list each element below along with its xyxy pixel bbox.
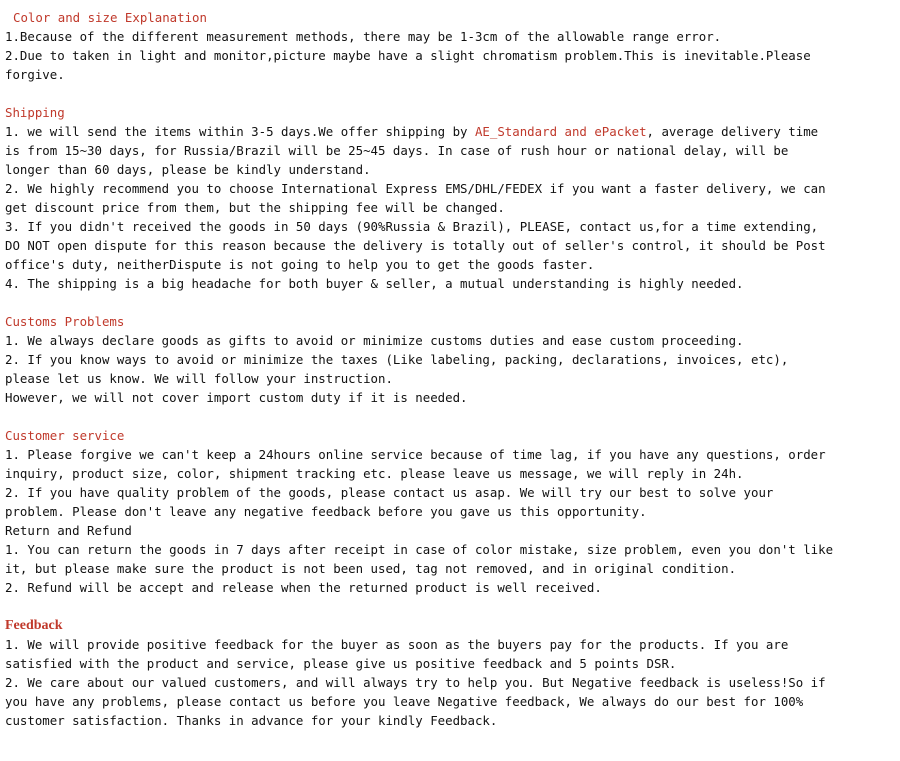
policy-document: [5, 8, 895, 730]
service-line: it, but please make sure the product is not been used, tag not removed, and in original condition.: [5, 561, 737, 576]
service-line: problem. Please don't leave any negative feedback before you gave us this opportunity.: [5, 504, 647, 519]
service-line: 1. You can return the goods in 7 days after receipt in case of color mistake, size problem, even you don't like: [5, 542, 834, 557]
feedback-line: satisfied with the product and service, please give us positive feedback and 5 points DSR.: [5, 656, 677, 671]
shipping-line: DO NOT open dispute for this reason because the delivery is totally out of seller's control, it should be Post: [5, 238, 826, 253]
customs-heading: Customs Problems: [5, 314, 125, 329]
shipping-line: get discount price from them, but the shipping fee will be changed.: [5, 200, 505, 215]
spacer: [5, 84, 895, 103]
service-line: inquiry, product size, color, shipment tracking etc. please leave us message, we will reply in 24h.: [5, 466, 744, 481]
shipping-line1-text-end: , average delivery time: [646, 124, 819, 139]
spacer: [5, 293, 895, 312]
spacer: [5, 597, 895, 616]
return-refund-subheading: Return and Refund: [5, 523, 132, 538]
shipping-line: [5, 122, 895, 141]
customs-line: 1. We always declare goods as gifts to avoid or minimize customs duties and ease custom proceeding.: [5, 333, 744, 348]
service-line: 1. Please forgive we can't keep a 24hours online service because of time lag, if you have any questions, order: [5, 447, 826, 462]
service-line: 2. Refund will be accept and release when the returned product is well received.: [5, 580, 602, 595]
color-line: forgive.: [5, 67, 65, 82]
feedback-heading: Feedback: [5, 618, 63, 633]
customs-line: please let us know. We will follow your instruction.: [5, 371, 393, 386]
shipping-methods-link[interactable]: AE_Standard and ePacket: [474, 124, 647, 139]
shipping-line: longer than 60 days, please be kindly understand.: [5, 162, 371, 177]
color-size-heading: Color and size Explanation: [13, 10, 207, 25]
shipping-line: 3. If you didn't received the goods in 50 days (90%Russia & Brazil), PLEASE, contact us,for a time extending,: [5, 219, 819, 234]
shipping-line: is from 15~30 days, for Russia/Brazil will be 25~45 days. In case of rush hour or national delay, will be: [5, 143, 789, 158]
customs-line: 2. If you know ways to avoid or minimize the taxes (Like labeling, packing, declarations, invoices, etc),: [5, 352, 789, 367]
feedback-line: you have any problems, please contact us before you leave Negative feedback, We always do our best for 100%: [5, 694, 804, 709]
shipping-line: 4. The shipping is a big headache for both buyer & seller, a mutual understanding is highly needed.: [5, 276, 744, 291]
feedback-line: 2. We care about our valued customers, and will always try to help you. But Negative feedback is useless!So if: [5, 675, 826, 690]
color-line: 2.Due to taken in light and monitor,picture maybe have a slight chromatism problem.This is inevitable.Please: [5, 48, 811, 63]
shipping-line1-text: 1. we will send the items within 3-5 days.We offer shipping by: [5, 124, 475, 139]
customer-service-heading: Customer service: [5, 428, 125, 443]
shipping-line: office's duty, neitherDispute is not going to help you to get the goods faster.: [5, 257, 595, 272]
spacer: [5, 407, 895, 426]
color-line: 1.Because of the different measurement methods, there may be 1-3cm of the allowable range error.: [5, 29, 722, 44]
shipping-line: 2. We highly recommend you to choose International Express EMS/DHL/FEDEX if you want a faster delivery, we can: [5, 181, 826, 196]
service-line: 2. If you have quality problem of the goods, please contact us asap. We will try our best to solve your: [5, 485, 774, 500]
shipping-heading: Shipping: [5, 105, 65, 120]
feedback-line: 1. We will provide positive feedback for the buyer as soon as the buyers pay for the products. If you are: [5, 637, 789, 652]
customs-line: However, we will not cover import custom duty if it is needed.: [5, 390, 468, 405]
feedback-line: customer satisfaction. Thanks in advance for your kindly Feedback.: [5, 713, 498, 728]
